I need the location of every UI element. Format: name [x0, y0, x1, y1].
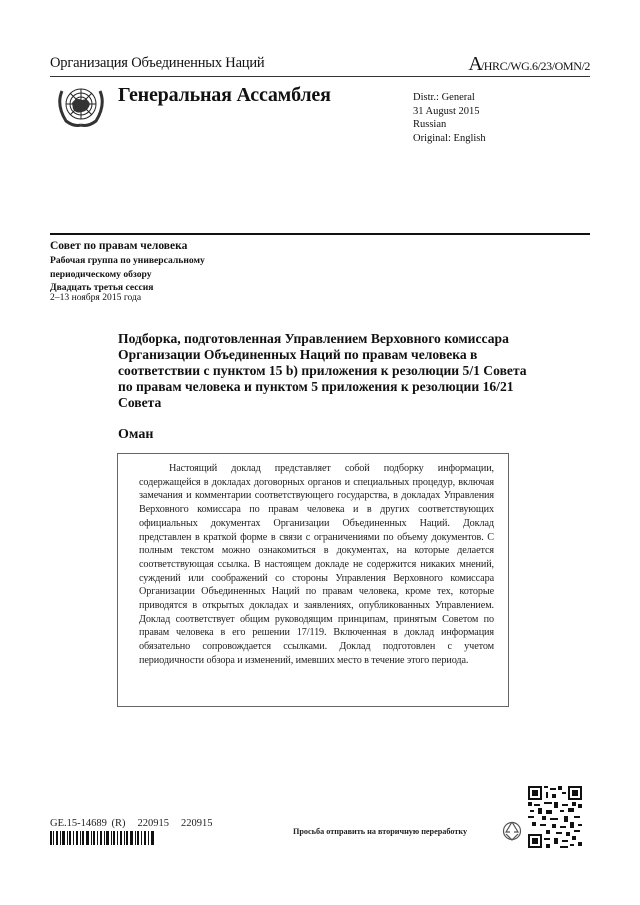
- distribution-block: [413, 91, 486, 145]
- session-name: Двадцать третья сессия: [50, 282, 154, 293]
- organization-name: Организация Объединенных Наций: [50, 55, 265, 71]
- working-group-line: периодическому обзору: [50, 268, 152, 280]
- barcode-icon: [50, 831, 155, 845]
- header-rule: [50, 76, 590, 77]
- summary-text: Настоящий доклад представляет собой подборку информации, содержащейся в докладах договорных органов и специальных процедур, включая замечания и комментарии соответствующего государства, в докладах Управления Верховного комиссара по правам человека и в других соответствующих официальных документах Организации Объединенных Наций. Доклад представлен в краткой форме в связи с ограничениями по объему документов. С полным текстом можно ознакомиться в документах, на которые делается соответствующая ссылка. В настоящем докладе не содержится никаких мнений, суждений или соображений со стороны Управления Верховного комиссара Организации Объединенных Наций по правам человека, кроме тех, которые приводятся в открытых докладах и заявлениях, опубликованных Управлением. Доклад соответствует общим руководящим принципам, принятым Советом по правам человека в его решении 17/119. Включенная в доклад информация обязательно сопровождается ссылками. Доклад подготовлен с учетом периодичности обзора и изменений, имевших место в течение этого периода.: [139, 463, 494, 666]
- document-symbol: [468, 53, 590, 76]
- council-name: Совет по правам человека: [50, 240, 188, 252]
- job-number: GE.15-14689 (R): [50, 818, 126, 829]
- qr-code-icon: [528, 786, 582, 848]
- job-date: 220915: [181, 818, 213, 829]
- symbol-rest: /HRC/WG.6/23/OMN/2: [480, 59, 590, 73]
- symbol-prefix: A: [468, 53, 481, 75]
- session-dates: 2–13 ноября 2015 года: [50, 292, 142, 303]
- distribution-line: Distr.: General: [413, 92, 475, 103]
- un-emblem-icon: [52, 81, 110, 129]
- working-group-line: Рабочая группа по универсальному: [50, 255, 205, 266]
- distribution-language: Russian: [413, 119, 447, 130]
- job-number-line: [50, 818, 225, 829]
- document-title: Подборка, подготовленная Управлением Верховного комиссара Организации Объединенных Наций по правам человека в соответствии с пунктом 15 b) приложения к резолюции 5/1 Совета по правам человека и пунктом 5 приложения к резолюции 16/21 Совета: [118, 331, 527, 410]
- section-rule: [50, 233, 590, 235]
- working-group: [50, 254, 205, 295]
- job-date: 220915: [137, 818, 169, 829]
- distribution-date: 31 August 2015: [413, 105, 480, 117]
- recycle-note: Просьба отправить на вторичную переработку: [293, 827, 468, 836]
- distribution-original: Original: English: [413, 132, 486, 144]
- summary-box: [117, 453, 509, 707]
- country-name: Оман: [118, 427, 154, 442]
- recycle-icon: [502, 820, 522, 842]
- body-title: Генеральная Ассамблея: [118, 84, 331, 106]
